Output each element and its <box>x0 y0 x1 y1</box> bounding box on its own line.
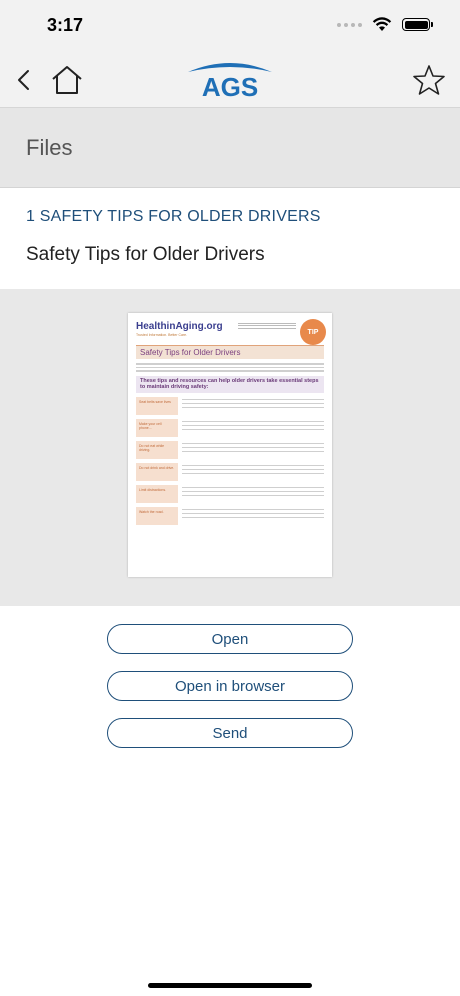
star-outline-icon[interactable] <box>412 63 446 97</box>
battery-icon <box>402 18 430 31</box>
file-name: 1 SAFETY TIPS FOR OLDER DRIVERS <box>26 208 321 225</box>
doc-callout: These tips and resources can help older drivers take essential steps to maintain driving safety: <box>136 376 324 393</box>
doc-title: Safety Tips for Older Drivers <box>136 345 324 359</box>
status-bar <box>0 0 460 52</box>
doc-row-label: Limit distractions. <box>136 485 178 503</box>
wifi-icon <box>372 17 392 32</box>
document-thumbnail[interactable] <box>128 313 332 577</box>
doc-brand: HealthinAging.org <box>136 321 223 332</box>
doc-row-label: Do not eat while driving. <box>136 441 178 459</box>
doc-row-label: Do not drink and drive. <box>136 463 178 481</box>
files-title: Files <box>26 134 73 160</box>
doc-tagline: Trusted Information. Better Care. <box>136 333 188 337</box>
doc-row <box>136 485 324 503</box>
navigation-bar <box>0 52 460 108</box>
logo-text: AGS <box>201 72 259 102</box>
file-info <box>0 188 460 289</box>
doc-row <box>136 507 324 525</box>
doc-org-lines <box>238 321 296 330</box>
status-indicators <box>337 17 430 32</box>
home-indicator[interactable] <box>148 983 312 988</box>
doc-row-label: Seat belts save lives <box>136 397 178 415</box>
signal-icon <box>337 23 362 27</box>
files-header <box>0 108 460 188</box>
file-actions <box>107 624 353 765</box>
home-icon[interactable] <box>50 64 84 96</box>
document-preview-area <box>0 289 460 606</box>
doc-row-label: Make your cell phone... <box>136 419 178 437</box>
doc-row <box>136 419 324 437</box>
doc-row <box>136 441 324 459</box>
doc-row <box>136 397 324 415</box>
doc-row <box>136 463 324 481</box>
open-in-browser-button[interactable]: Open in browser <box>107 671 353 701</box>
chevron-left-icon[interactable] <box>12 64 36 96</box>
tip-badge: TIP <box>300 319 326 345</box>
ags-logo <box>184 58 276 102</box>
doc-row-label: Watch the road. <box>136 507 178 525</box>
status-time: 3:17 <box>47 15 84 35</box>
doc-intro-text <box>136 363 324 372</box>
open-button[interactable]: Open <box>107 624 353 654</box>
send-button[interactable]: Send <box>107 718 353 748</box>
file-description: Safety Tips for Older Drivers <box>26 244 265 265</box>
